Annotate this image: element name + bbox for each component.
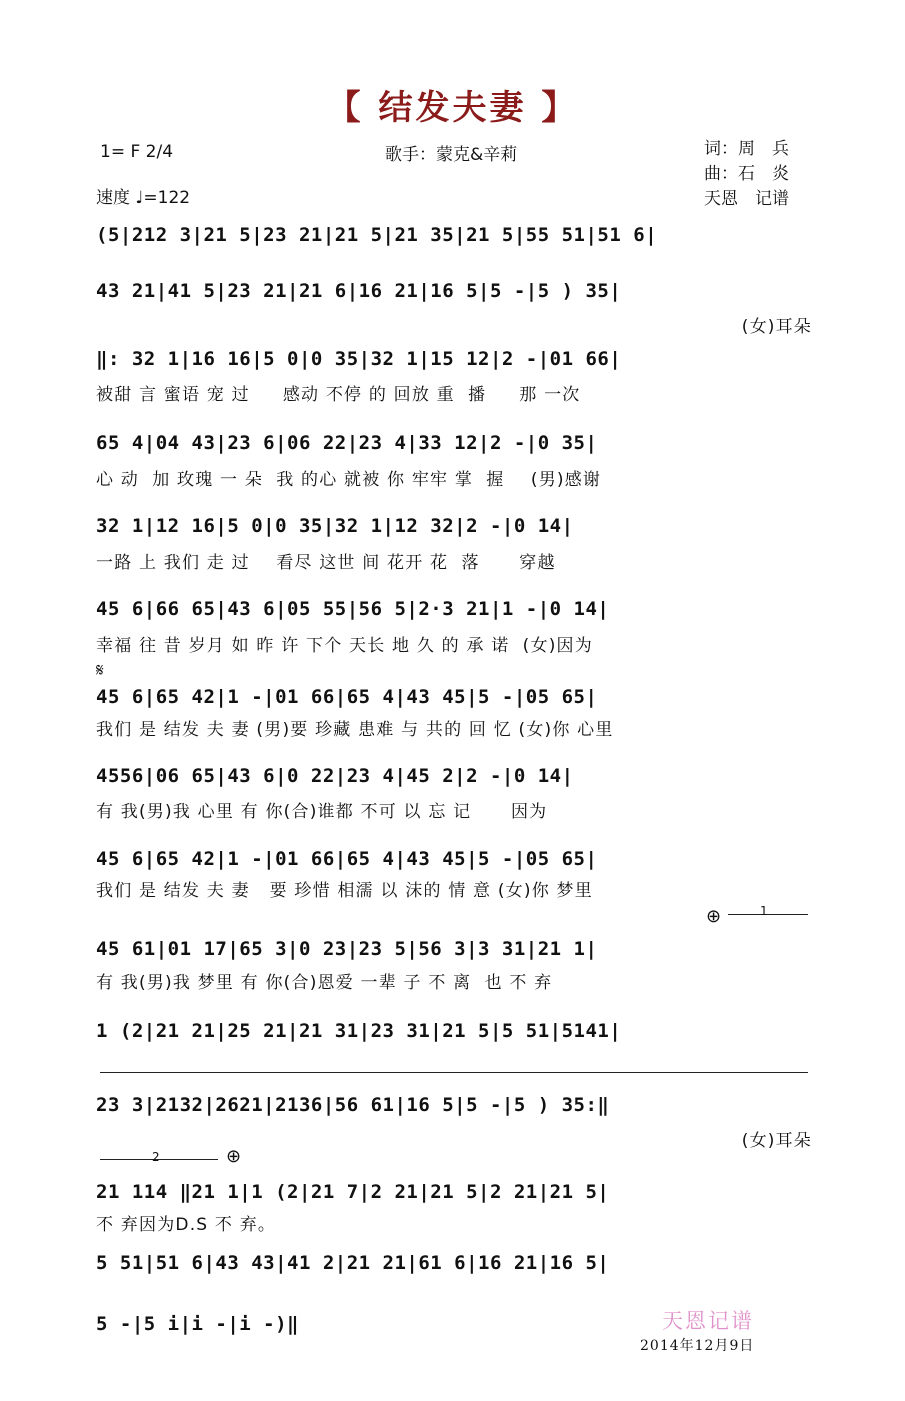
lyric-line-3: 被甜 言 蜜语 宠 过 感动 不停 的 回放 重 播 那 一次 (96, 385, 581, 405)
coda-sign-2: ⊕ (226, 1146, 242, 1167)
score-line-15: 5 -|5 i|i -|i -)‖ (96, 1313, 299, 1335)
volta-1-bracket (728, 914, 808, 915)
score-line-14: 5 51|51 6|43 43|41 2|21 21|61 6|16 21|16 5| (96, 1252, 610, 1274)
composer-credit: 曲：石 炎 (704, 164, 789, 184)
lyric-line-7: 我们 是 结发 夫 妻 (男)要 珍藏 患难 与 共的 回 忆 (女)你 心里 (96, 720, 614, 740)
score-line-1: (5|212 3|21 5|23 21|21 5|21 35|21 5|55 51|51 6| (96, 224, 658, 246)
coda-sign: ⊕ (706, 906, 722, 927)
segno-sign: 𝄋 (96, 660, 104, 681)
volta-1-label: 1 (760, 904, 768, 918)
transcriber-stamp: 天恩记谱 (662, 1309, 754, 1333)
score-line-2: 43 21|41 5|23 21|21 6|16 21|16 5|5 -|5 ) 35| (96, 280, 622, 302)
key-signature: 1= F 2/4 (100, 142, 174, 162)
volta-2-label: 2 (152, 1150, 160, 1164)
score-line-6: 45 6|66 65|43 6|05 55|56 5|2·3 21|1 -|0 14| (96, 598, 610, 620)
lyric-line-12: (女)耳朵 (741, 1131, 812, 1151)
score-line-10: 45 61|01 17|65 3|0 23|23 5|56 3|3 31|21 1| (96, 938, 598, 960)
score-line-7: 45 6|65 42|1 -|01 66|65 4|43 45|5 -|05 65| (96, 686, 598, 708)
score-line-5: 32 1|12 16|5 0|0 35|32 1|12 32|2 -|0 14| (96, 515, 574, 537)
score-line-12: 23 3|2132|2621|2136|56 61|16 5|5 -|5 ) 35:‖ (96, 1094, 610, 1116)
score-line-9: 45 6|65 42|1 -|01 66|65 4|43 45|5 -|05 65| (96, 848, 598, 870)
volta-span-line (100, 1072, 808, 1073)
score-line-4: 65 4|04 43|23 6|06 22|23 4|33 12|2 -|0 35| (96, 432, 598, 454)
lyric-line-5: 一路 上 我们 走 过 看尽 这世 间 花开 花 落 穿越 (96, 553, 556, 573)
lyric-line-10: 有 我(男)我 梦里 有 你(合)恩爱 一辈 子 不 离 也 不 弃 (96, 973, 553, 993)
lyric-line-13: 不 弃因为D.S 不 弃。 (96, 1215, 277, 1235)
song-title: 【 结发夫妻 】 (326, 88, 579, 128)
score-line-8: 4556|06 65|43 6|0 22|23 4|45 2|2 -|0 14| (96, 765, 574, 787)
score-line-3: ‖: 32 1|16 16|5 0|0 35|32 1|15 12|2 -|01 66| (96, 348, 622, 370)
transcription-date: 2014年12月9日 (640, 1338, 755, 1354)
lyricist-credit: 词：周 兵 (704, 139, 789, 159)
transcriber-credit: 天恩 记谱 (704, 189, 789, 209)
lyric-line-4: 心 动 加 玫瑰 一 朵 我 的心 就被 你 牢牢 掌 握 (男)感谢 (96, 470, 602, 490)
tempo-marking: 速度 ♩=122 (96, 188, 191, 208)
score-line-11: 1 (2|21 21|25 21|21 31|23 31|21 5|5 51|5141| (96, 1020, 622, 1042)
lyric-line-9: 我们 是 结发 夫 妻 要 珍惜 相濡 以 沫的 情 意 (女)你 梦里 (96, 881, 593, 901)
lyric-line-8: 有 我(男)我 心里 有 你(合)谁都 不可 以 忘 记 因为 (96, 802, 548, 822)
lyric-line-2: (女)耳朵 (741, 317, 812, 337)
lyric-line-6: 幸福 往 昔 岁月 如 昨 许 下个 天长 地 久 的 承 诺 (女)因为 (96, 636, 593, 656)
score-line-13: 21 114 ‖21 1|1 (2|21 7|2 21|21 5|2 21|21 5| (96, 1181, 610, 1203)
singer-credit: 歌手：蒙克&辛莉 (385, 145, 518, 165)
